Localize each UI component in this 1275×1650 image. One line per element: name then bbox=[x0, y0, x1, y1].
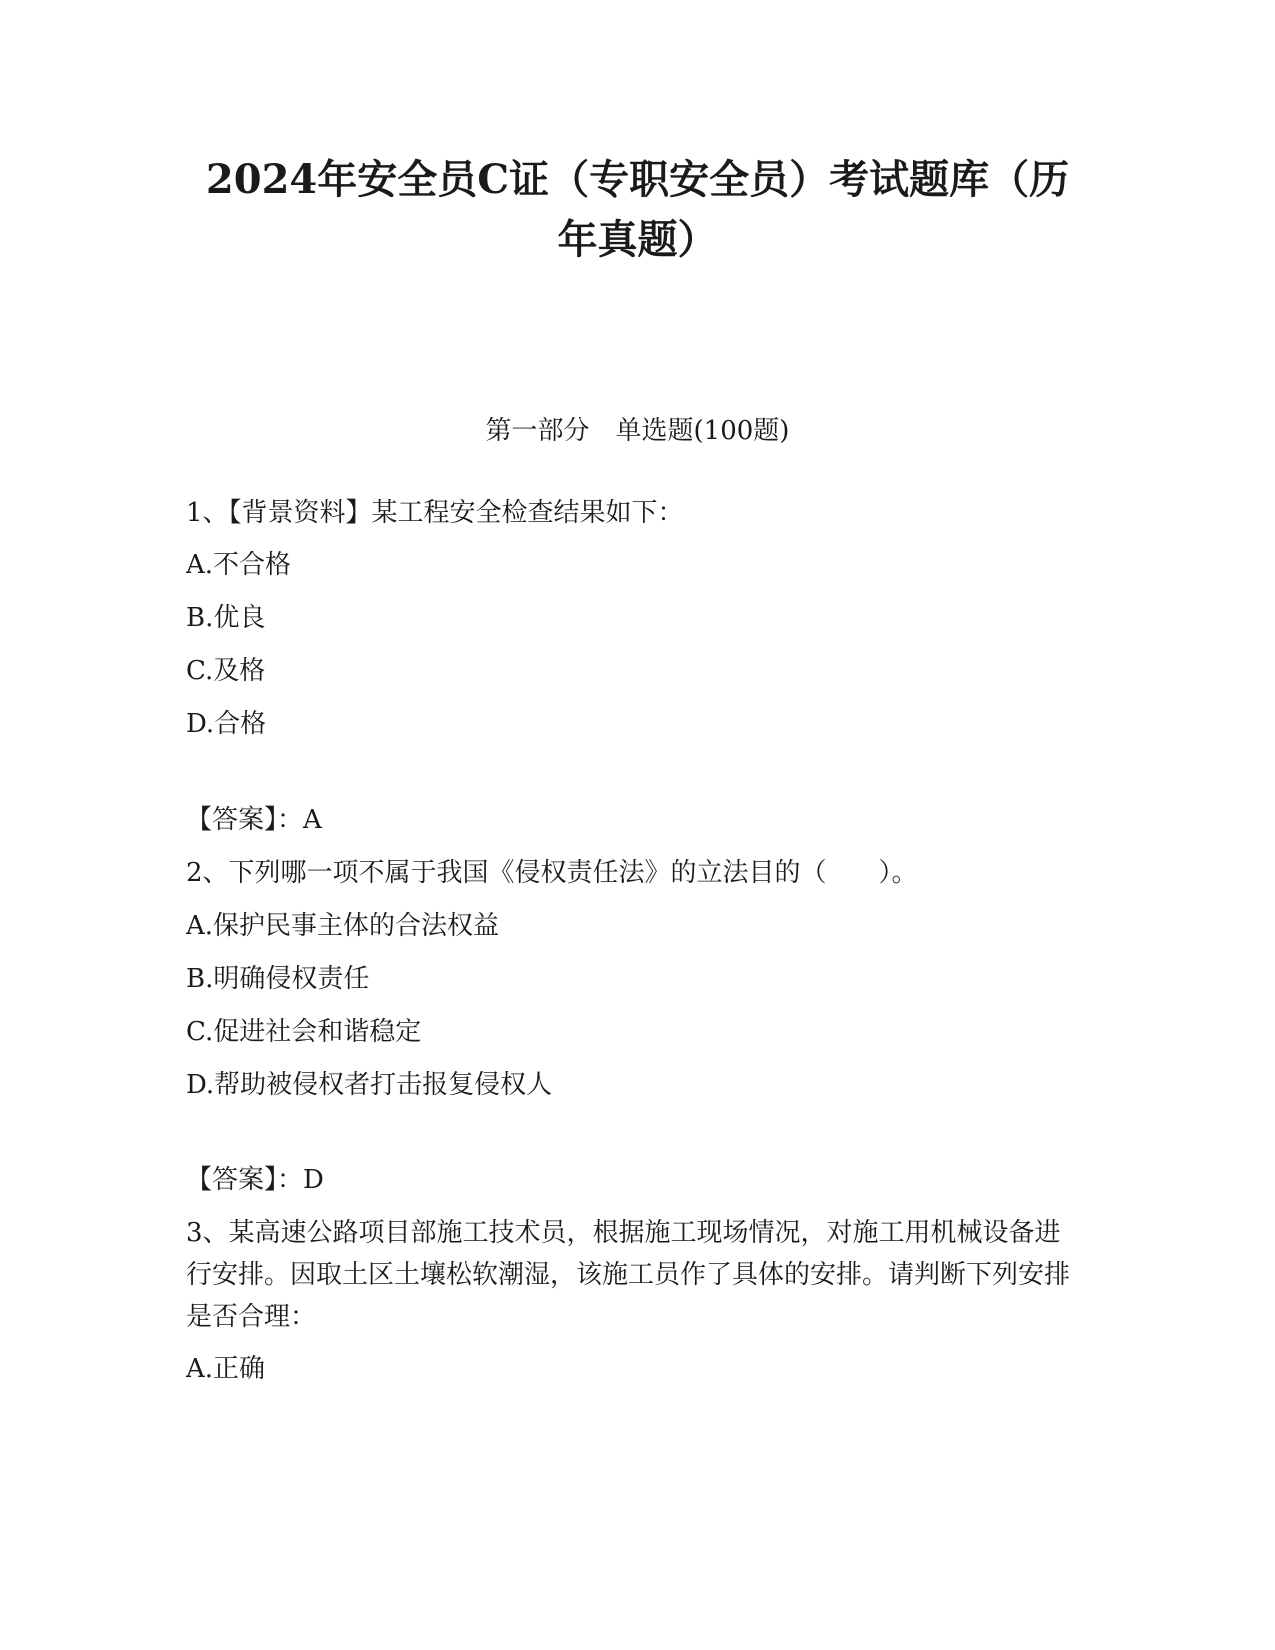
question-2-option-c: C.促进社会和谐稳定 bbox=[186, 1017, 422, 1047]
question-2-stem: 2、下列哪一项不属于我国《侵权责任法》的立法目的（ ）。 bbox=[186, 858, 918, 888]
document-title bbox=[150, 150, 1125, 270]
question-1-option-d: D.合格 bbox=[186, 709, 267, 739]
question-2-option-b: B.明确侵权责任 bbox=[186, 964, 370, 994]
question-1-answer: 【答案】：A bbox=[186, 805, 322, 835]
question-1-option-c: C.及格 bbox=[186, 656, 266, 686]
question-1-option-a: A.不合格 bbox=[186, 550, 292, 580]
question-2-option-a: A.保护民事主体的合法权益 bbox=[186, 911, 500, 941]
question-2-answer: 【答案】：D bbox=[186, 1165, 324, 1195]
title-line-2: 年真题） bbox=[557, 216, 718, 263]
question-2-option-d: D.帮助被侵权者打击报复侵权人 bbox=[186, 1070, 553, 1100]
section-heading: 第一部分 单选题(100题) bbox=[485, 416, 790, 446]
question-1-option-b: B.优良 bbox=[186, 603, 266, 633]
question-1-stem: 1、【背景资料】某工程安全检查结果如下： bbox=[186, 498, 684, 528]
title-line-1: 2024年安全员C证（专职安全员）考试题库（历 bbox=[205, 156, 1070, 203]
question-3-option-a: A.正确 bbox=[186, 1354, 266, 1384]
question-3-stem: 3、某高速公路项目部施工技术员，根据施工现场情况，对施工用机械设备进行安排。因取土区土壤松软潮湿，该施工员作了具体的安排。请判断下列安排是否合理： bbox=[186, 1218, 1071, 1332]
